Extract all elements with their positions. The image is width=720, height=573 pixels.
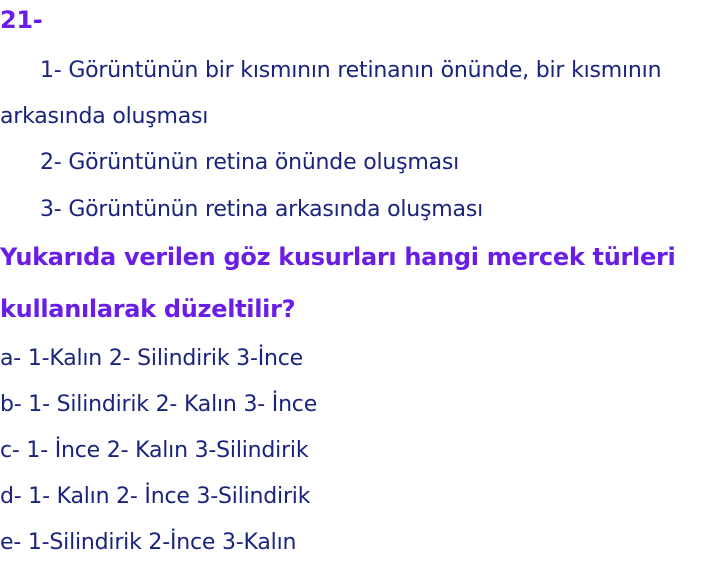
statement-1-continued: arkasında oluşması <box>0 104 209 129</box>
statement-3: 3- Görüntünün retina arkasında oluşması <box>40 197 483 222</box>
answer-option-d[interactable]: d- 1- Kalın 2- İnce 3-Silindirik <box>0 484 311 509</box>
question-prompt-line-2: kullanılarak düzeltilir? <box>0 295 296 323</box>
answer-option-c[interactable]: c- 1- İnce 2- Kalın 3-Silindirik <box>0 438 309 463</box>
answer-option-e[interactable]: e- 1-Silindirik 2-İnce 3-Kalın <box>0 530 297 555</box>
answer-option-b[interactable]: b- 1- Silindirik 2- Kalın 3- İnce <box>0 392 318 417</box>
answer-option-a[interactable]: a- 1-Kalın 2- Silindirik 3-İnce <box>0 346 303 371</box>
question-number: 21- <box>0 6 43 34</box>
question-prompt-line-1: Yukarıda verilen göz kusurları hangi mercek türleri <box>0 243 676 271</box>
statement-2: 2- Görüntünün retina önünde oluşması <box>40 150 460 175</box>
statement-1: 1- Görüntünün bir kısmının retinanın önünde, bir kısmının <box>40 58 662 83</box>
